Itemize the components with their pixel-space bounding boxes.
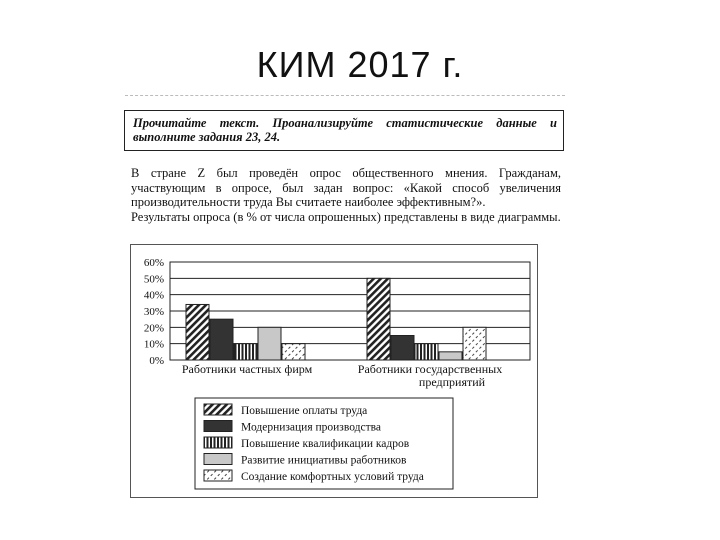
- legend-swatch: [204, 437, 232, 448]
- y-tick-label: 60%: [143, 257, 164, 269]
- legend-swatch: [204, 404, 232, 415]
- x-axis-labels: [182, 362, 502, 389]
- y-tick-label: 30%: [143, 306, 164, 318]
- legend-label: Повышение квалификации кадров: [241, 438, 410, 450]
- bar: [391, 336, 414, 361]
- y-tick-label: 0%: [149, 355, 164, 367]
- survey-paragraph-1: В стране Z был проведён опрос общественного мнения. Гражданам, участвующим в опросе, был задан вопрос: «Какой способ увеличения производительности труда Вы считаете наиболее эффективным?».: [131, 166, 561, 210]
- bar: [282, 344, 305, 360]
- legend-label: Повышение оплаты труда: [241, 405, 368, 417]
- legend-swatch: [204, 470, 232, 481]
- x-category-label: Работники частных фирм: [181, 362, 313, 376]
- bar: [258, 327, 281, 360]
- bar: [367, 278, 390, 360]
- bar: [415, 344, 438, 360]
- legend: [195, 398, 453, 489]
- bar: [463, 327, 486, 360]
- slide-title: КИМ 2017 г.: [256, 44, 464, 85]
- y-tick-label: 50%: [143, 273, 164, 286]
- x-category-label: Работники государственных предприятий: [357, 362, 503, 389]
- task-instruction-text: Прочитайте текст. Проанализируйте статистические данные и выполните задания 23, 24.: [133, 116, 557, 144]
- bar: [234, 344, 257, 360]
- bar: [439, 352, 462, 360]
- y-axis: [144, 257, 164, 367]
- survey-paragraph-2: Результаты опроса (в % от числа опрошенных) представлены в виде диаграммы.: [131, 209, 561, 224]
- bars: [186, 278, 486, 360]
- legend-swatch: [204, 421, 232, 432]
- y-tick-label: 10%: [143, 338, 164, 351]
- legend-label: Создание комфортных условий труда: [241, 471, 424, 483]
- y-tick-label: 40%: [143, 289, 164, 302]
- bar: [210, 319, 233, 360]
- legend-label: Модернизация производства: [241, 421, 381, 434]
- legend-swatch: [204, 454, 232, 465]
- y-tick-label: 20%: [143, 322, 164, 335]
- bar: [186, 304, 209, 360]
- legend-label: Развитие инициативы работников: [241, 454, 407, 467]
